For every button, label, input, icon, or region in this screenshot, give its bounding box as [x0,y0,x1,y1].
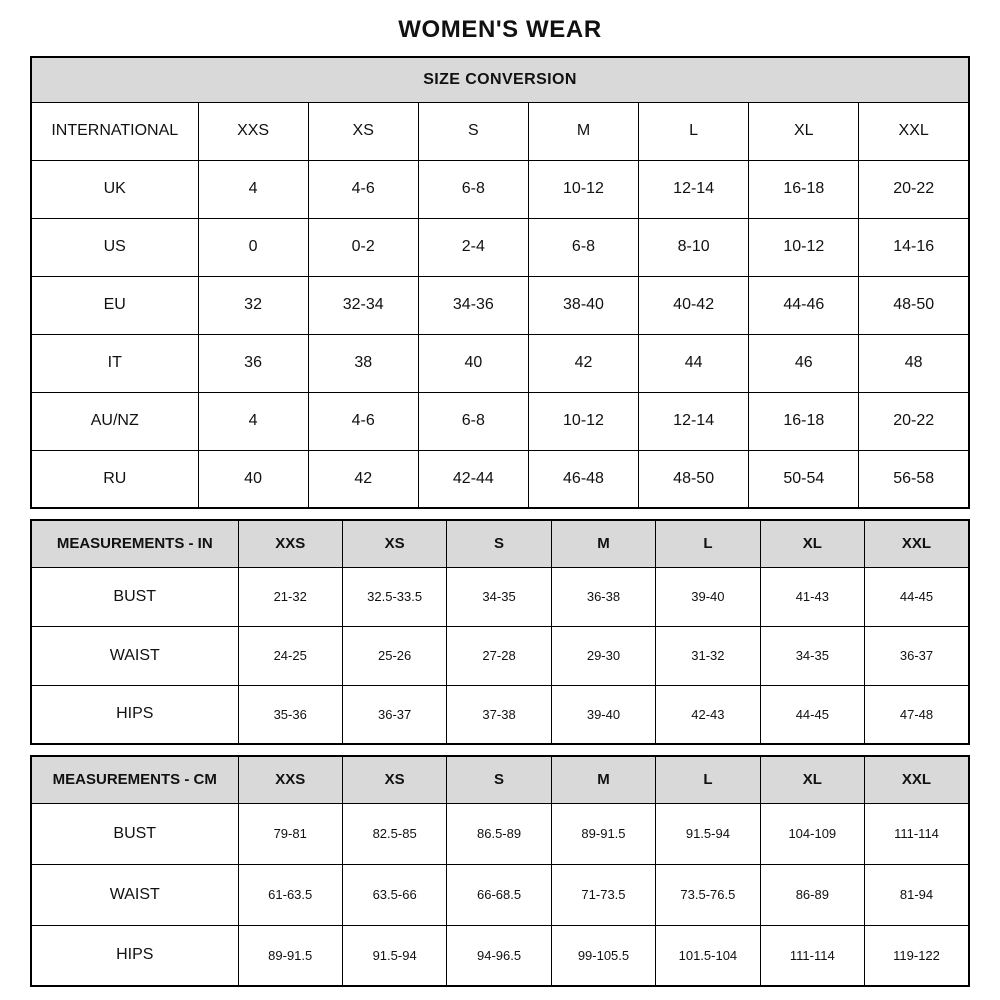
measure-cell: 61-63.5 [238,864,342,925]
size-cell: 10-12 [528,160,638,218]
col-header-s: S [418,102,528,160]
page-title: WOMEN'S WEAR [398,16,602,43]
column-header-row [31,102,969,160]
col-header-xxs: XXS [238,756,342,803]
row-label: BUST [31,567,238,626]
measure-cell: 36-37 [342,685,446,744]
col-header-s: S [447,756,551,803]
size-cell: 40 [198,450,308,508]
table-row-waist [31,626,969,685]
table-row-it [31,334,969,392]
measure-cell: 63.5-66 [342,864,446,925]
measure-cell: 89-91.5 [238,925,342,986]
size-cell: 42 [308,450,418,508]
measure-cell: 66-68.5 [447,864,551,925]
col-header-m: M [528,102,638,160]
size-cell: 48 [859,334,969,392]
size-cell: 38 [308,334,418,392]
col-header-xl: XL [749,102,859,160]
col-header-m: M [551,756,655,803]
size-conversion-title: SIZE CONVERSION [31,57,969,102]
size-cell: 40 [418,334,528,392]
measure-cell: 44-45 [865,567,969,626]
measure-cell: 37-38 [447,685,551,744]
table-row-us [31,218,969,276]
measure-cell: 104-109 [760,803,864,864]
size-cell: 14-16 [859,218,969,276]
size-cell: 6-8 [418,392,528,450]
measure-cell: 36-38 [551,567,655,626]
measure-cell: 35-36 [238,685,342,744]
table-row-hips [31,685,969,744]
measure-cell: 39-40 [656,567,760,626]
table-row-bust [31,567,969,626]
measure-cell: 44-45 [760,685,864,744]
measurements-cm-header-row [31,756,969,803]
size-cell: 48-50 [859,276,969,334]
row-label: HIPS [31,925,238,986]
size-conversion-header-row [31,57,969,102]
size-cell: 16-18 [749,392,859,450]
measure-cell: 39-40 [551,685,655,744]
size-cell: 38-40 [528,276,638,334]
size-cell: 36 [198,334,308,392]
col-header-l: L [639,102,749,160]
col-header-m: M [551,520,655,567]
size-conversion-table [30,56,970,509]
col-header-xxl: XXL [865,756,969,803]
measure-cell: 42-43 [656,685,760,744]
size-cell: 6-8 [418,160,528,218]
size-cell: 12-14 [639,392,749,450]
measure-cell: 111-114 [760,925,864,986]
measure-cell: 21-32 [238,567,342,626]
size-cell: 16-18 [749,160,859,218]
measure-cell: 24-25 [238,626,342,685]
measurements-cm-table [30,755,970,987]
row-label: BUST [31,803,238,864]
measure-cell: 36-37 [865,626,969,685]
table-row-waist [31,864,969,925]
measure-cell: 101.5-104 [656,925,760,986]
row-label: RU [31,450,198,508]
row-label: IT [31,334,198,392]
size-cell: 56-58 [859,450,969,508]
row-label: UK [31,160,198,218]
measure-cell: 81-94 [865,864,969,925]
measure-cell: 82.5-85 [342,803,446,864]
col-header-xl: XL [760,520,864,567]
measure-cell: 71-73.5 [551,864,655,925]
col-header-xxl: XXL [865,520,969,567]
col-header-xxs: XXS [238,520,342,567]
row-label: WAIST [31,626,238,685]
size-cell: 6-8 [528,218,638,276]
measure-cell: 34-35 [447,567,551,626]
size-cell: 20-22 [859,392,969,450]
measure-cell: 99-105.5 [551,925,655,986]
table-row-hips [31,925,969,986]
col-header-xxs: XXS [198,102,308,160]
size-cell: 10-12 [528,392,638,450]
measure-cell: 25-26 [342,626,446,685]
row-label: EU [31,276,198,334]
size-cell: 42 [528,334,638,392]
row-label: AU/NZ [31,392,198,450]
row-label: HIPS [31,685,238,744]
size-cell: 48-50 [639,450,749,508]
measure-cell: 47-48 [865,685,969,744]
measure-cell: 94-96.5 [447,925,551,986]
measure-cell: 73.5-76.5 [656,864,760,925]
measure-cell: 29-30 [551,626,655,685]
measure-cell: 91.5-94 [656,803,760,864]
table-row-ru [31,450,969,508]
col-header-xxl: XXL [859,102,969,160]
col-header-xs: XS [342,520,446,567]
measure-cell: 31-32 [656,626,760,685]
measurements-in-title: MEASUREMENTS - IN [31,520,238,567]
size-cell: 32-34 [308,276,418,334]
col-header-xs: XS [308,102,418,160]
table-row-uk [31,160,969,218]
size-cell: 40-42 [639,276,749,334]
measure-cell: 32.5-33.5 [342,567,446,626]
size-cell: 34-36 [418,276,528,334]
measure-cell: 34-35 [760,626,864,685]
measure-cell: 111-114 [865,803,969,864]
measure-cell: 86.5-89 [447,803,551,864]
measure-cell: 79-81 [238,803,342,864]
col-header-xs: XS [342,756,446,803]
size-cell: 44-46 [749,276,859,334]
size-cell: 4 [198,160,308,218]
measure-cell: 91.5-94 [342,925,446,986]
size-cell: 10-12 [749,218,859,276]
col-header-l: L [656,756,760,803]
table-row-eu [31,276,969,334]
table-row-bust [31,803,969,864]
size-cell: 50-54 [749,450,859,508]
col-header-l: L [656,520,760,567]
measure-cell: 89-91.5 [551,803,655,864]
size-cell: 12-14 [639,160,749,218]
size-cell: 42-44 [418,450,528,508]
table-row-aunz [31,392,969,450]
measurements-cm-title: MEASUREMENTS - CM [31,756,238,803]
size-cell: 44 [639,334,749,392]
size-cell: 32 [198,276,308,334]
measurements-in-table [30,519,970,745]
measure-cell: 86-89 [760,864,864,925]
row-label: US [31,218,198,276]
size-cell: 46-48 [528,450,638,508]
measure-cell: 41-43 [760,567,864,626]
col-header-international: INTERNATIONAL [31,102,198,160]
row-label: WAIST [31,864,238,925]
measure-cell: 27-28 [447,626,551,685]
measurements-in-header-row [31,520,969,567]
size-cell: 0-2 [308,218,418,276]
size-cell: 4 [198,392,308,450]
measure-cell: 119-122 [865,925,969,986]
size-cell: 4-6 [308,160,418,218]
size-cell: 0 [198,218,308,276]
size-cell: 20-22 [859,160,969,218]
size-cell: 2-4 [418,218,528,276]
size-cell: 8-10 [639,218,749,276]
size-cell: 4-6 [308,392,418,450]
size-cell: 46 [749,334,859,392]
col-header-s: S [447,520,551,567]
col-header-xl: XL [760,756,864,803]
